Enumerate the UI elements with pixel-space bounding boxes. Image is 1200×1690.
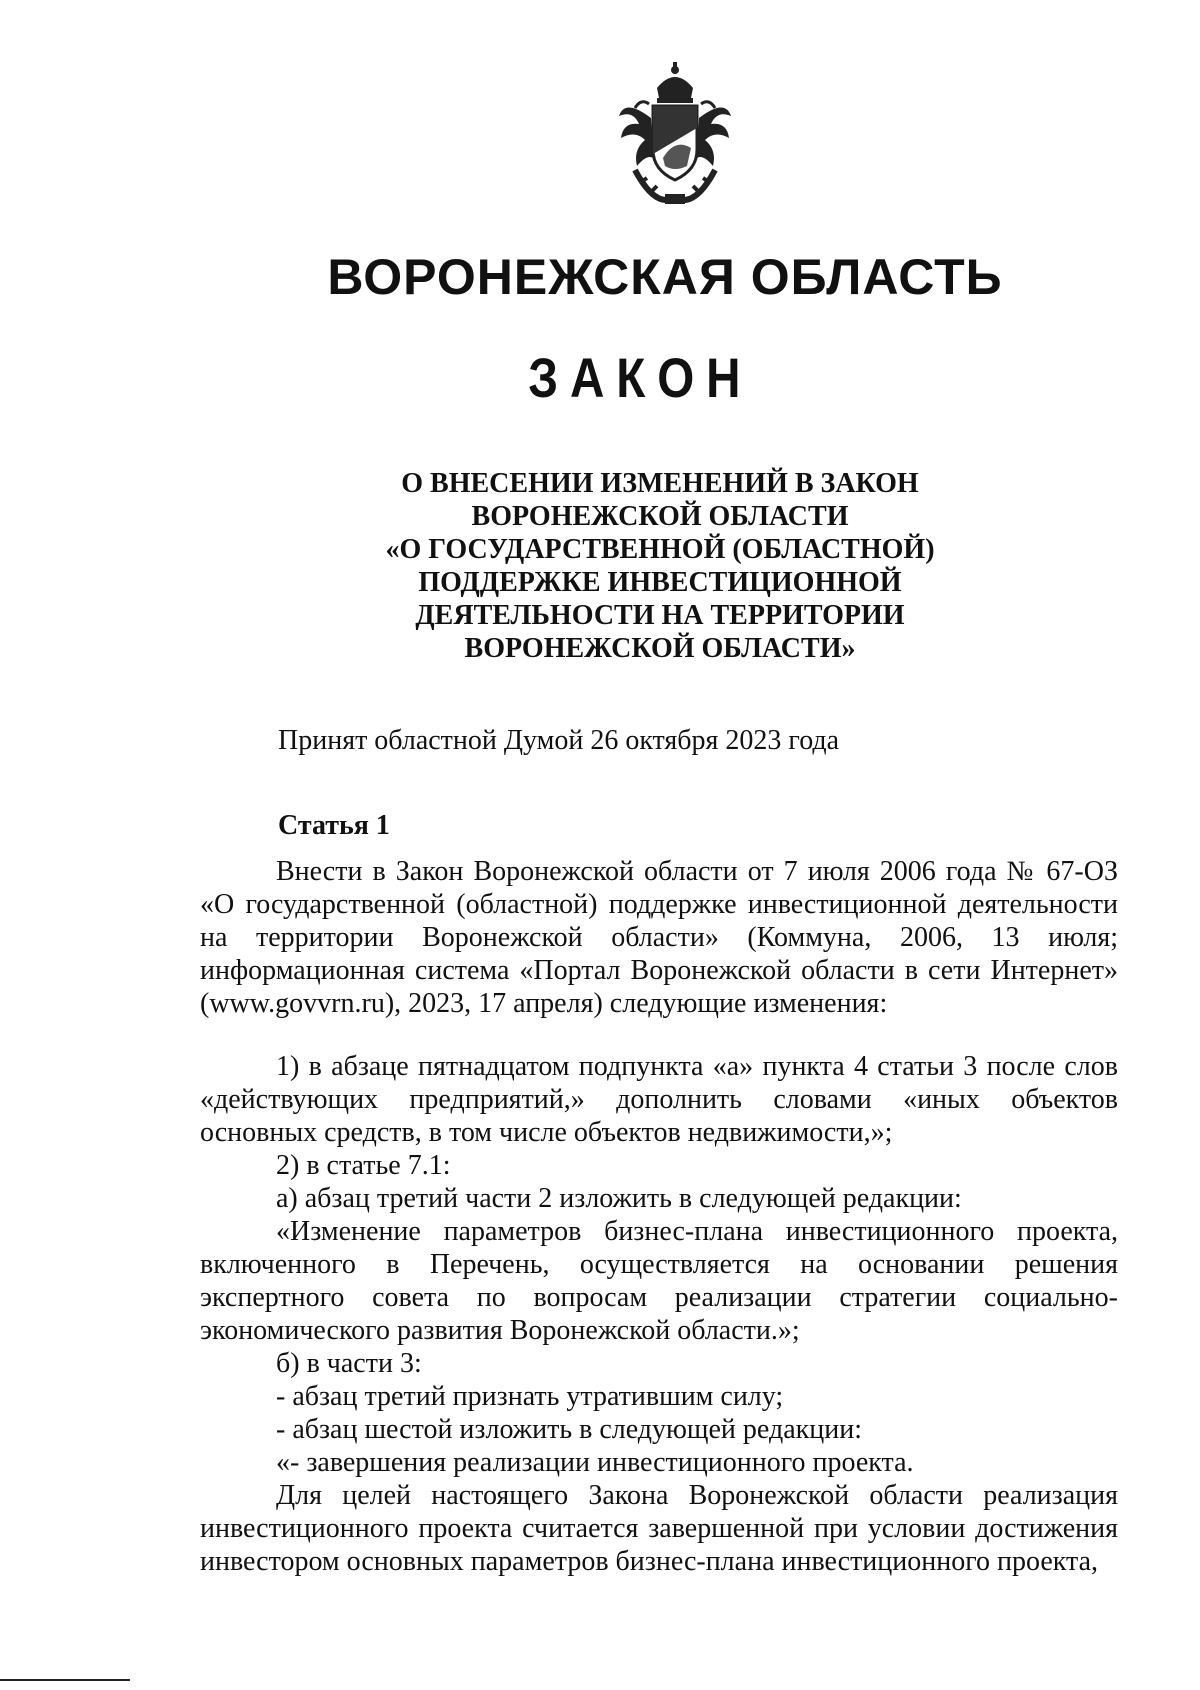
law-title-line: О ВНЕСЕНИИ ИЗМЕНЕНИЙ В ЗАКОН xyxy=(401,468,919,499)
region-title: ВОРОНЕЖСКАЯ ОБЛАСТЬ xyxy=(327,249,1003,305)
paragraph: - абзац третий признать утратившим силу; xyxy=(276,1381,784,1412)
law-title-line: ДЕЯТЕЛЬНОСТИ НА ТЕРРИТОРИИ xyxy=(415,600,905,631)
law-title xyxy=(340,467,980,665)
paragraph: б) в части 3: xyxy=(276,1348,422,1379)
adoption-date: Принят областной Думой 26 октября 2023 года xyxy=(278,725,840,756)
law-title-line: ПОДДЕРЖКЕ ИНВЕСТИЦИОННОЙ xyxy=(418,567,902,598)
article-body xyxy=(200,855,1118,1578)
article-heading: Статья 1 xyxy=(278,810,390,841)
law-title-line: «О ГОСУДАРСТВЕННОЙ (ОБЛАСТНОЙ) xyxy=(385,534,935,565)
paragraph: 1) в абзаце пятнадцатом подпункта «а» пункта 4 статьи 3 после слов «действующих предприятий,» дополнить словами «иных объектов основных средств, в том числе объектов недвижимости,»; xyxy=(200,1051,1118,1148)
paragraph: Для целей настоящего Закона Воронежской области реализация инвестиционного проекта считается завершенной при условии достижения инвестором основных параметров бизнес-плана инвестиционного проекта, xyxy=(200,1480,1118,1577)
law-title-line: ВОРОНЕЖСКОЙ ОБЛАСТИ xyxy=(471,501,849,532)
paragraph: Внести в Закон Воронежской области от 7 июля 2006 года № 67-ОЗ «О государственной (областной) поддержке инвестиционной деятельности на территории Воронежской области» (Коммуна, 2006, 13 июля; информационная система «Портал Воронежской области в сети Интернет» (www.govvrn.ru), 2023, 17 апреля) следующие изменения: xyxy=(200,856,1118,1019)
law-title-line: ВОРОНЕЖСКОЙ ОБЛАСТИ» xyxy=(464,633,856,664)
paragraph: 2) в статье 7.1: xyxy=(276,1150,451,1181)
paragraph: - абзац шестой изложить в следующей редакции: xyxy=(276,1414,862,1445)
paragraph: «- завершения реализации инвестиционного проекта. xyxy=(276,1447,914,1478)
paragraph: «Изменение параметров бизнес-плана инвестиционного проекта, включенного в Перечень, осуществляется на основании решения экспертного совета по вопросам реализации стратегии социально-экономического развития Воронежской области.»; xyxy=(200,1216,1118,1346)
paragraph: а) абзац третий части 2 изложить в следующей редакции: xyxy=(276,1183,962,1214)
coat-of-arms-icon xyxy=(595,58,755,218)
footer-divider xyxy=(0,1679,130,1681)
document-type: ЗАКОН xyxy=(528,346,753,409)
